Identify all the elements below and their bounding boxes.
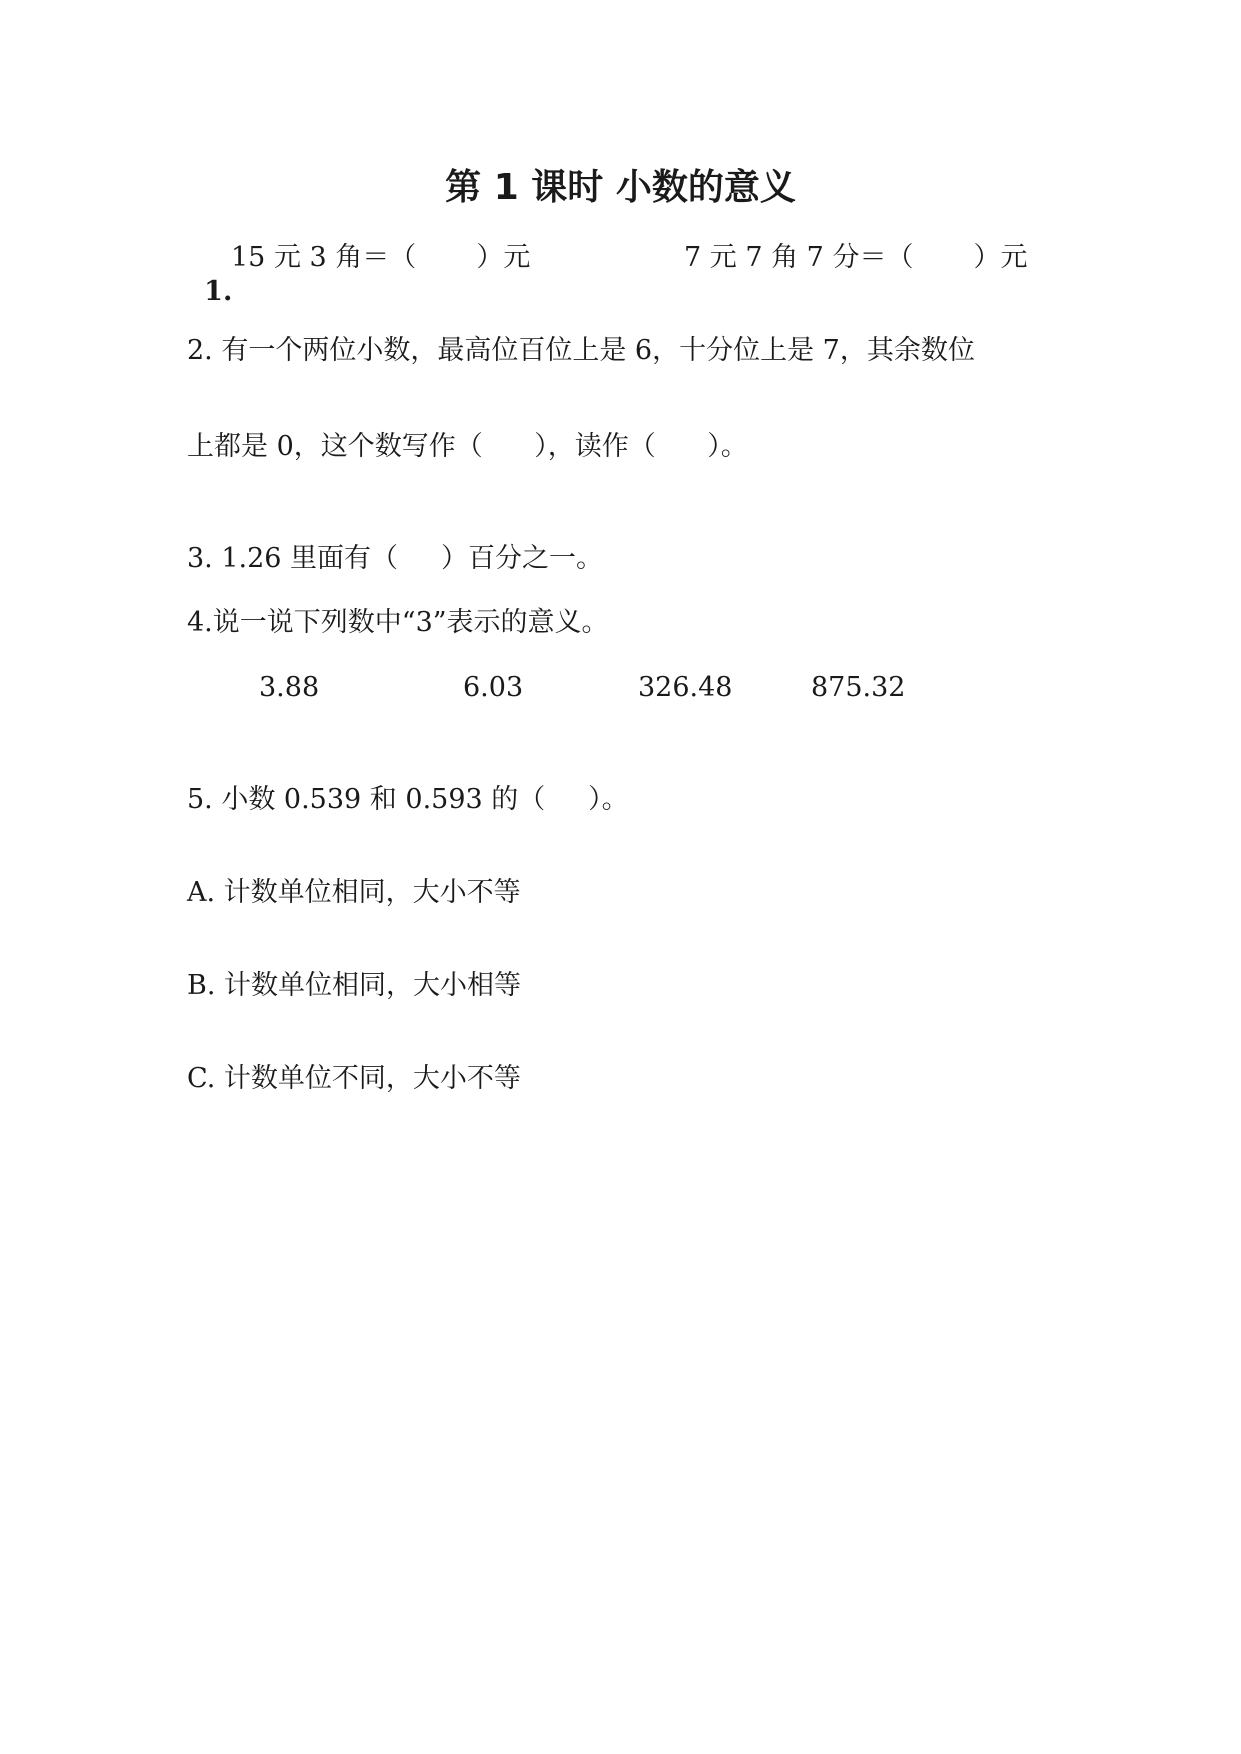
question-1 [187, 241, 232, 309]
question-5-option-c: C. 计数单位不同，大小不等 [187, 1063, 521, 1094]
page-title: 第 1 课时 小数的意义 [445, 167, 796, 208]
question-4-prompt: 4.说一说下列数中“3”表示的意义。 [187, 607, 609, 638]
question-4-number: 3.88 [259, 672, 320, 703]
question-5-option-b: B. 计数单位相同，大小相等 [187, 970, 522, 1001]
question-4-number: 875.32 [811, 672, 906, 703]
question-5-option-a: A. 计数单位相同，大小不等 [187, 877, 521, 908]
question-1-part-a: 15 元 3 角＝（ ）元 [231, 242, 531, 273]
question-3: 3. 1.26 里面有（ ）百分之一。 [187, 543, 603, 574]
question-1-number: 1. [204, 276, 233, 307]
question-5-prompt: 5. 小数 0.539 和 0.593 的（ ）。 [187, 784, 629, 815]
question-4-number: 6.03 [463, 672, 524, 703]
question-4-number: 326.48 [638, 672, 733, 703]
question-2-line-1: 2. 有一个两位小数，最高位百位上是 6，十分位上是 7，其余数位 [187, 335, 975, 366]
question-2-line-2: 上都是 0，这个数写作（ ），读作（ ）。 [187, 431, 748, 462]
question-1-part-b: 7 元 7 角 7 分＝（ ）元 [684, 242, 1028, 273]
